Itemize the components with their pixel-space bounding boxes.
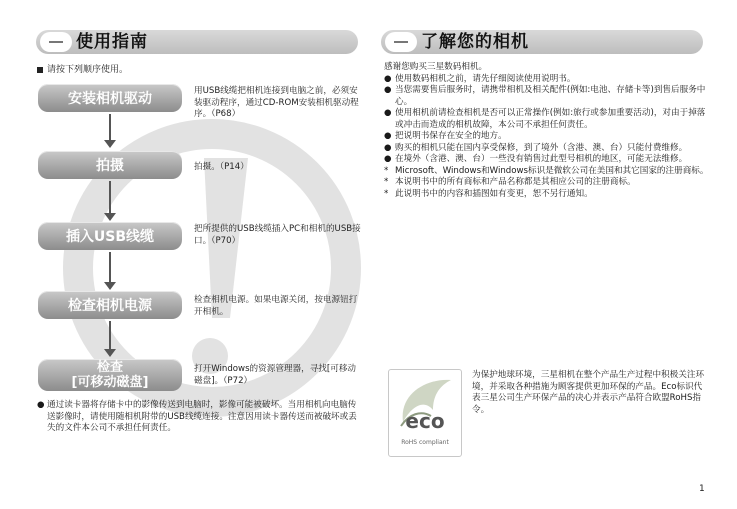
down-arrow-icon [104, 114, 116, 148]
step-label: 插入USB线缆 [65, 229, 155, 245]
list-item [384, 143, 710, 155]
list-item-text: 购买的相机只能在国内享受保修，到了境外（含港、澳、台）只能付费维修。 [395, 142, 688, 153]
down-arrow-icon [104, 252, 116, 290]
eco-logo [388, 369, 462, 457]
step-label-line1: 检查 [96, 360, 123, 375]
list-item [384, 131, 710, 143]
eco-leaf-icon [389, 370, 461, 456]
list-item-text: 在境外（含港、澳、台）一些没有销售过此型号相机的地区，可能无法维修。 [395, 154, 688, 164]
card-reader-note-text: 通过读卡器将存储卡中的影像传送到电脑时，影像可能被破坏。当用相机向电脑传送影像时，请使用随相机附带的USB线缆连接。注意因用读卡器传送而被破坏或丢失的文件本公司不承担任何责任。 [47, 400, 357, 433]
list-marker: * [384, 165, 389, 176]
list-marker: ● [384, 85, 392, 95]
step-shoot [38, 151, 182, 179]
page-number: 1 [699, 484, 705, 494]
list-item [384, 189, 710, 201]
eco-logo-caption: RoHS compliant [401, 439, 449, 446]
left-section-header [36, 30, 358, 54]
list-item [384, 177, 710, 189]
right-section-header [381, 30, 703, 54]
step-description: 打开Windows的资源管理器，寻找[可移动磁盘]。（P72） [194, 364, 357, 386]
step-install-driver [38, 84, 182, 112]
eco-description: 为保护地球环境，三星相机在整个产品生产过程中积极关注环境，并采取各种措施为顾客提供更加环保的产品。Eco标识代表三星公司生产环保产品的决心并表示产品符合欧盟RoHS指令。 [472, 370, 705, 415]
step-insert-usb [38, 222, 182, 250]
list-marker: ● [384, 131, 392, 141]
list-item [384, 154, 710, 166]
step-description: 检查相机电源。如果电源关闭，按电源钮打开相机。 [194, 295, 358, 317]
down-arrow-icon [104, 321, 116, 357]
list-item [384, 74, 710, 86]
step-check-removable-disk [38, 359, 182, 391]
step-description: 把所提供的USB线缆插入PC和相机的USB接口。（P70） [194, 224, 361, 246]
list-item-text: 使用相机前请检查相机是否可以正常操作(例如:旅行或参加重要活动)，对由于掉落或冲击而造成的相机故障，本公司不承担任何责任。 [395, 108, 706, 130]
list-marker: ● [384, 142, 392, 153]
list-marker: ● [384, 108, 392, 118]
eco-logo-word: eco [405, 409, 445, 433]
right-intro: 感谢您购买三星数码相机。 [384, 62, 488, 72]
square-bullet-icon [37, 67, 43, 73]
step-check-power [38, 291, 182, 319]
list-item-text: 当您需要售后服务时，请携带相机及相关配件(例如:电池、存储卡等)到售后服务中心。 [395, 85, 706, 107]
list-item [384, 108, 710, 131]
step-description: 拍摄。（P14） [194, 162, 249, 172]
right-column-text [384, 62, 710, 200]
list-marker: * [384, 177, 389, 187]
list-item [384, 166, 710, 178]
step-label: 安装相机驱动 [68, 91, 152, 107]
card-reader-note [37, 400, 359, 435]
list-marker: ● [384, 73, 392, 84]
step-label-line2: [可移动磁盘] [71, 375, 149, 390]
bullet-icon: ● [37, 400, 45, 410]
step-label: 拍摄 [96, 158, 124, 174]
step-label: 检查相机电源 [68, 298, 152, 314]
list-item-text: 本说明书中的所有商标和产品名称都是其相应公司的注册商标。 [395, 177, 636, 187]
list-marker: ● [384, 154, 392, 164]
list-item-text: Microsoft、Windows和Windows标识是微软公司在美国和其它国家的注册商标。 [395, 165, 709, 176]
left-intro [37, 62, 128, 75]
step-description: 用USB线缆把相机连接到电脑之前，必须安装驱动程序，通过CD-ROM安装相机驱动程序。（P68） [194, 86, 359, 119]
list-item-text: 把说明书保存在安全的地方。 [395, 131, 507, 141]
right-section-title: 了解您的相机 [421, 32, 529, 52]
header-dash-icon [40, 32, 72, 52]
list-item [384, 85, 710, 108]
left-section-title: 使用指南 [76, 32, 148, 52]
list-marker: * [384, 188, 389, 199]
list-item-text: 此说明书中的内容和插图如有变更，恕不另行通知。 [395, 188, 593, 199]
list-item-text: 使用数码相机之前，请先仔细阅读使用说明书。 [395, 73, 576, 84]
left-intro-text: 请按下列顺序使用。 [47, 65, 129, 75]
header-dash-icon [385, 32, 417, 52]
down-arrow-icon [104, 181, 116, 221]
